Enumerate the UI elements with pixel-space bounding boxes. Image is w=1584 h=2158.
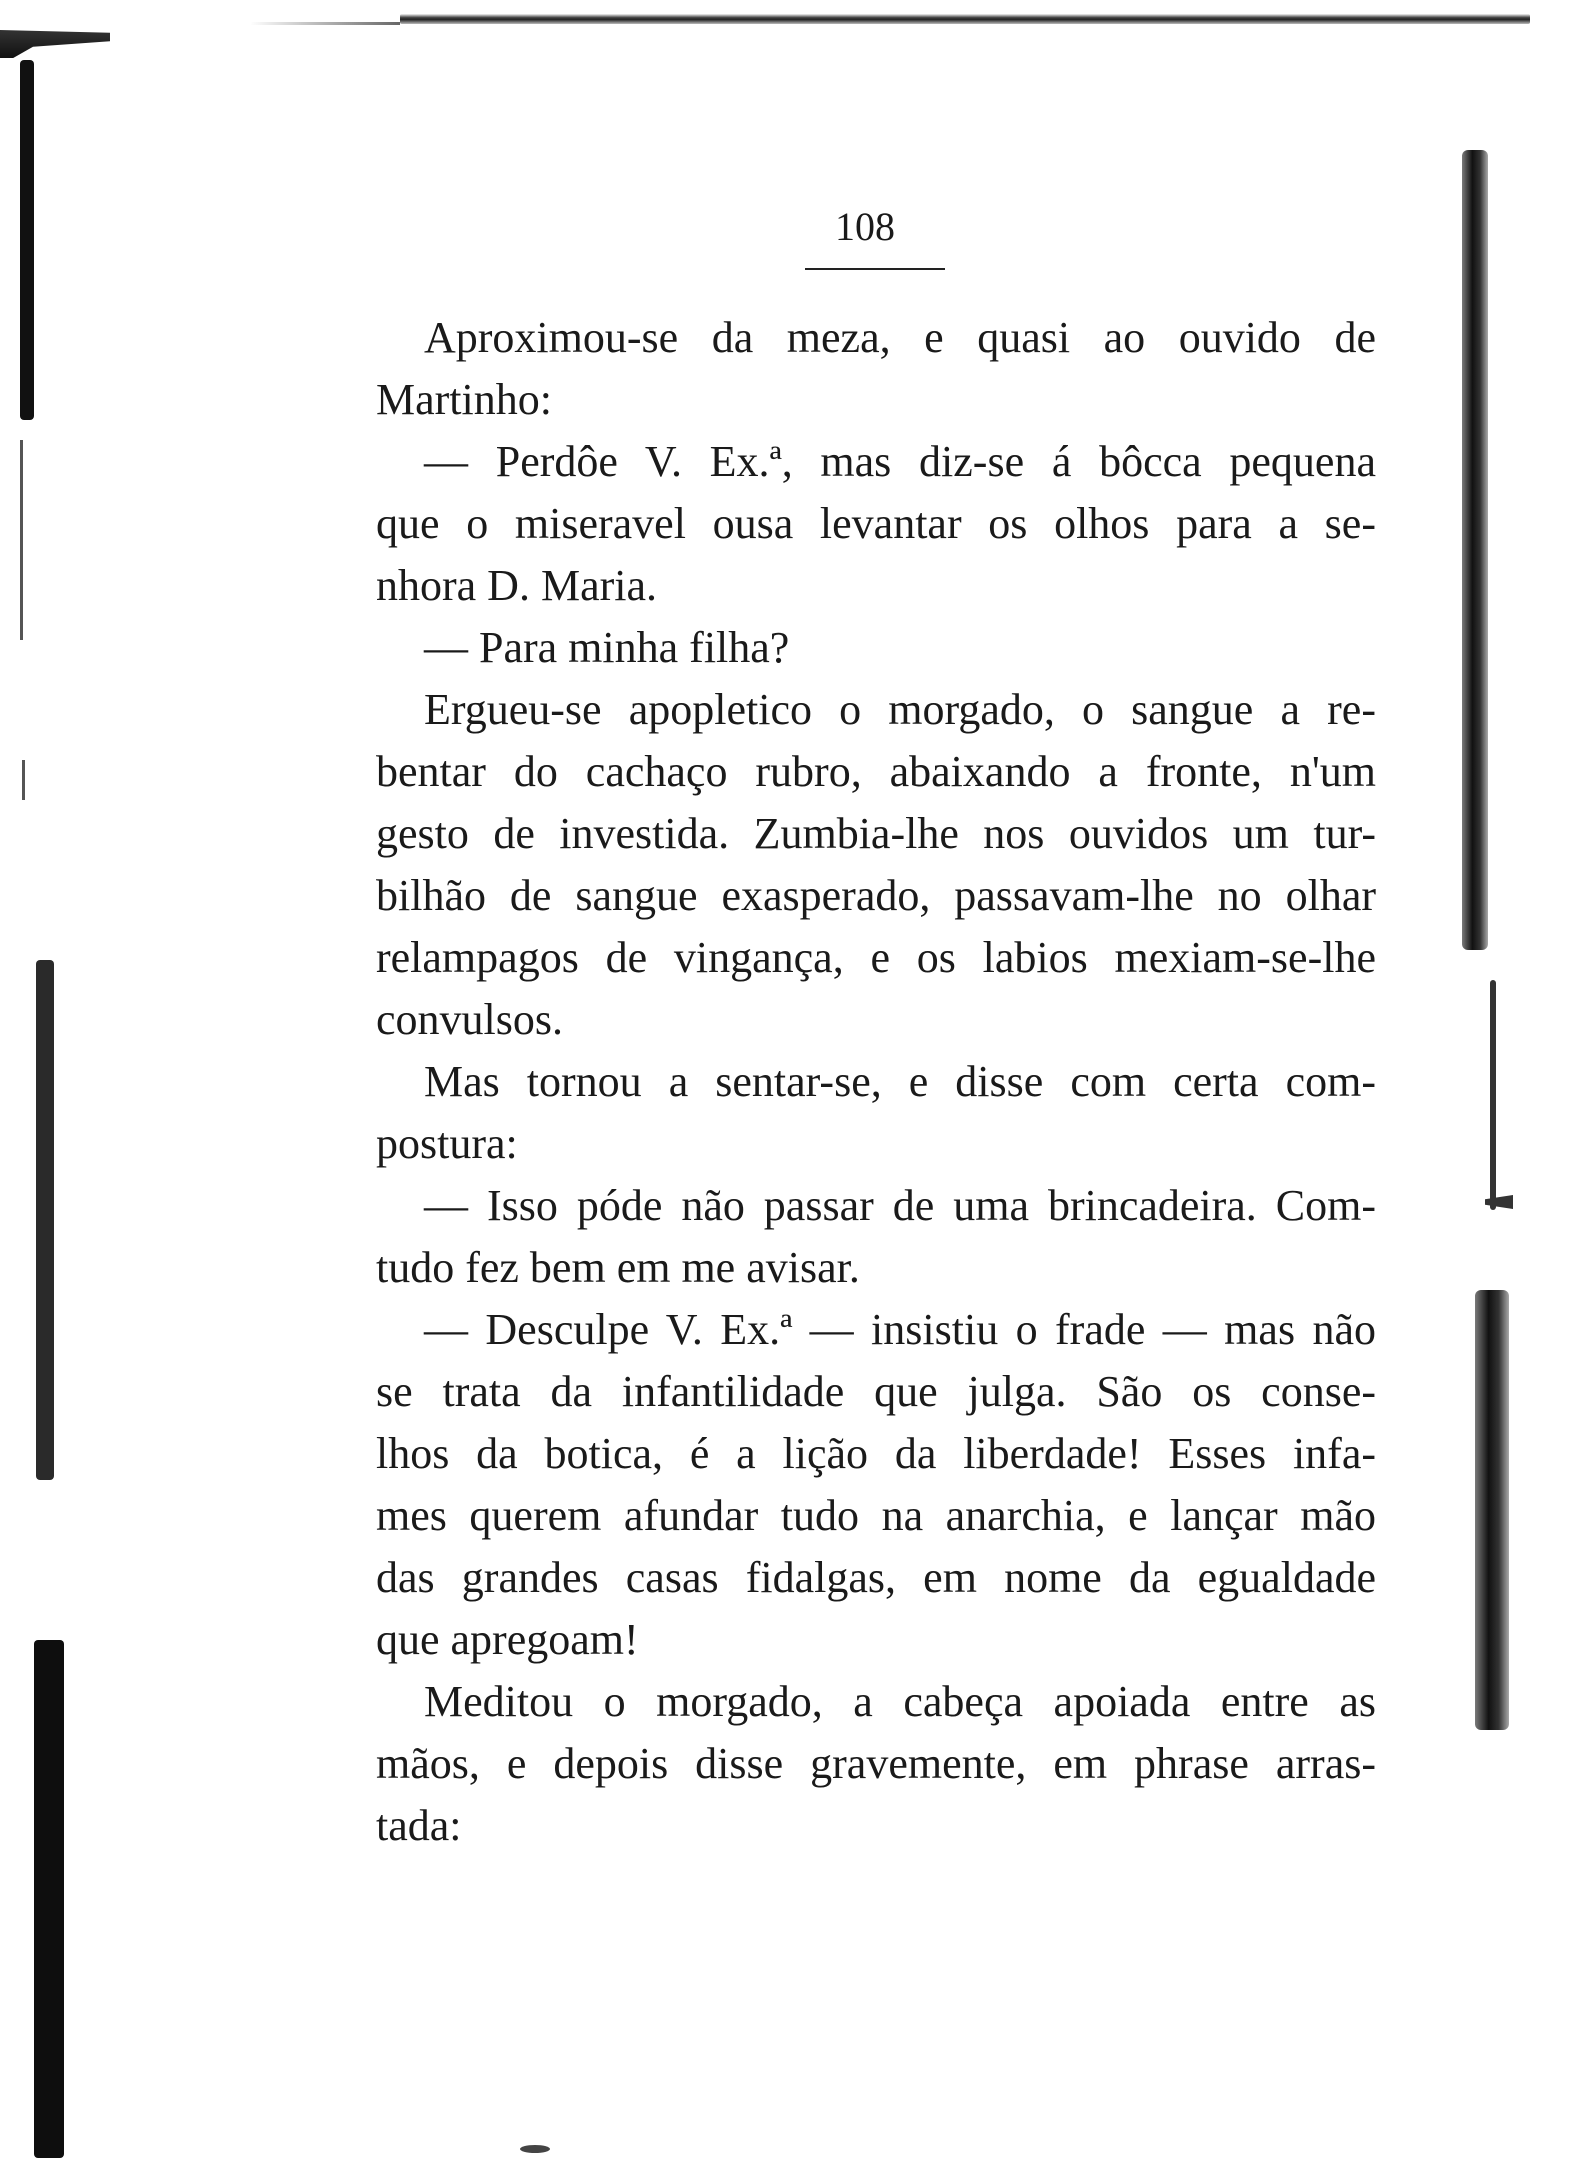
text-line: mes querem afundar tudo na anarchia, e lançar mão: [376, 1491, 1376, 1540]
text-line: relampagos de vingança, e os labios mexiam-se-lhe: [376, 933, 1376, 982]
text-line: Ergueu-se apopletico o morgado, o sangue a re-: [424, 685, 1376, 734]
text-line: — Perdôe V. Ex.ª, mas diz-se á bôcca pequena: [424, 437, 1376, 486]
text-line: das grandes casas fidalgas, em nome da egualdade: [376, 1553, 1376, 1602]
scan-edge-top-fade: [250, 22, 400, 25]
scan-corner-mark: [0, 30, 110, 58]
text-line: bentar do cachaço rubro, abaixando a fronte, n'um: [376, 747, 1376, 796]
scan-edge-left-middle: [36, 960, 54, 1480]
text-line: que o miseravel ousa levantar os olhos para a se-: [376, 499, 1376, 548]
text-line: Aproximou-se da meza, e quasi ao ouvido de: [424, 313, 1376, 362]
text-line: Meditou o morgado, a cabeça apoiada entre as: [424, 1677, 1376, 1726]
body-text: [376, 307, 1376, 1857]
text-line: postura:: [376, 1119, 518, 1168]
text-line: que apregoam!: [376, 1615, 639, 1664]
text-line: tada:: [376, 1801, 462, 1850]
text-line: — Desculpe V. Ex.ª — insistiu o frade — mas não: [424, 1305, 1376, 1354]
scan-speck: [22, 760, 25, 800]
scan-speck: [20, 440, 23, 640]
text-line: convulsos.: [376, 995, 563, 1044]
text-line: Martinho:: [376, 375, 552, 424]
scan-speck-bottom: [520, 2145, 550, 2153]
page-number: 108: [835, 204, 895, 249]
header-rule: [805, 268, 945, 270]
scan-edge-right-upper: [1462, 150, 1488, 950]
scan-edge-left-upper: [20, 60, 34, 420]
scan-edge-right-lower: [1475, 1290, 1509, 1730]
text-line: — Isso póde não passar de uma brincadeira. Com-: [424, 1181, 1376, 1230]
text-line: se trata da infantilidade que julga. São os conse-: [376, 1367, 1376, 1416]
text-line: tudo fez bem em me avisar.: [376, 1243, 860, 1292]
text-line: nhora D. Maria.: [376, 561, 658, 610]
text-line: — Para minha filha?: [424, 623, 790, 672]
text-line: lhos da botica, é a lição da liberdade! Esses infa-: [376, 1429, 1376, 1478]
text-line: bilhão de sangue exasperado, passavam-lhe no olhar: [376, 871, 1376, 920]
text-line: mãos, e depois disse gravemente, em phrase arras-: [376, 1739, 1376, 1788]
scan-edge-right-middle: [1490, 980, 1496, 1210]
text-line: gesto de investida. Zumbia-lhe nos ouvidos um tur-: [376, 809, 1376, 858]
text-line: Mas tornou a sentar-se, e disse com certa com-: [424, 1057, 1376, 1106]
scan-edge-top: [400, 14, 1530, 24]
scan-edge-left-lower: [34, 1640, 64, 2158]
